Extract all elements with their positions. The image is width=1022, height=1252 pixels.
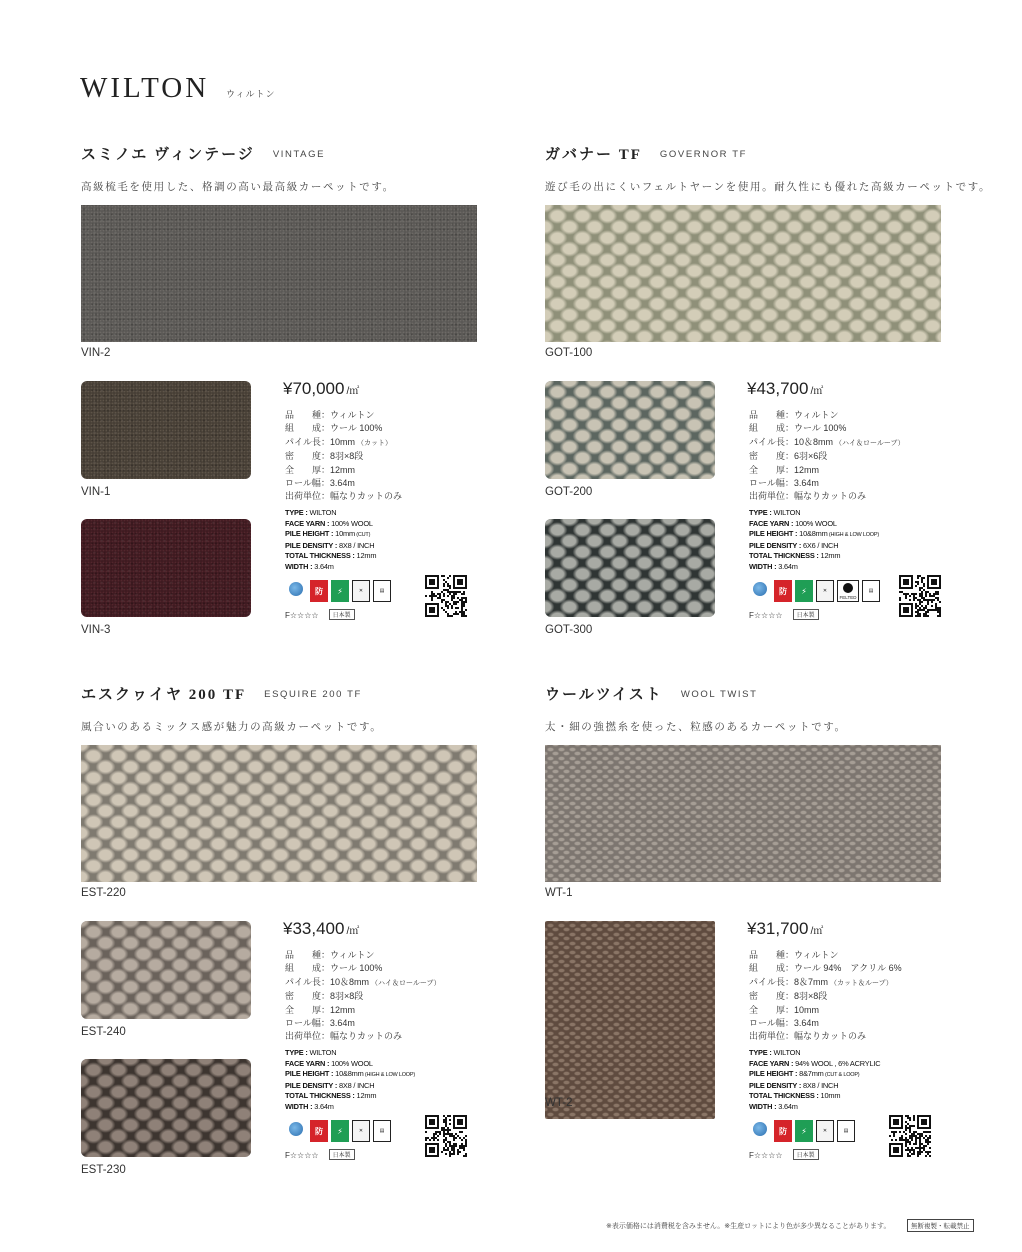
- spec-row-type_en: TYPE : WILTON: [285, 508, 337, 517]
- specs-en: [749, 508, 879, 573]
- qr-code-icon[interactable]: [425, 1115, 467, 1157]
- fstar-rating: F☆☆☆☆ 日本製: [749, 1149, 819, 1160]
- spec-row-density_en: PILE DENSITY : 8X8 / INCH: [285, 1080, 375, 1090]
- spec-row-thick_en: TOTAL THICKNESS : 10mm: [749, 1091, 841, 1101]
- spec-row-comp: 組 成：ウール 100%: [749, 423, 847, 434]
- specs-jp: [285, 949, 441, 1044]
- product-title: エスクヮイヤ 200 TF ESQUIRE 200 TF: [81, 687, 362, 703]
- spec-row-type_en: TYPE : WILTON: [749, 508, 801, 517]
- no-wash-icon: ✕: [816, 1120, 834, 1142]
- qr-code-icon[interactable]: [889, 1115, 931, 1157]
- spec-row-comp: 組 成：ウール 100%: [285, 963, 383, 974]
- swatch-code: VIN-2: [81, 347, 111, 359]
- spec-row-pile_en: PILE HEIGHT : 10&8mm (HIGH & LOW LOOP): [285, 1069, 415, 1079]
- spec-row-thick_en: TOTAL THICKNESS : 12mm: [749, 551, 841, 561]
- qr-code-icon[interactable]: [425, 575, 467, 617]
- spec-row-roll: ロール幅：3.64m: [285, 1018, 355, 1029]
- spec-row-type_en: TYPE : WILTON: [285, 1048, 337, 1057]
- product-wool-twist: [545, 683, 945, 1203]
- spec-row-comp: 組 成：ウール 100%: [285, 423, 383, 434]
- fstar-rating: F☆☆☆☆ 日本製: [749, 609, 819, 620]
- swatch-main[interactable]: [81, 745, 477, 882]
- specs-en: [285, 508, 376, 573]
- spec-row-pile: パイル長：10＆8mm （ハイ＆ロールーブ）: [285, 976, 441, 987]
- swatch-main[interactable]: [81, 205, 477, 342]
- product-description: 風合いのあるミックス感が魅力の高級カーペットです。: [81, 722, 383, 733]
- cert-icons: [285, 578, 391, 602]
- swatch-code: WT-1: [545, 887, 573, 899]
- spec-row-thick: 全 厚：12mm: [749, 464, 820, 475]
- eco-globe-icon: [749, 1120, 771, 1142]
- page-title: WILTON: [80, 72, 210, 104]
- specs-en: [749, 1048, 880, 1113]
- spec-row-comp: 組 成：ウール 94% アクリル 6%: [749, 963, 902, 974]
- spec-row-density_en: PILE DENSITY : 8X8 / INCH: [749, 1080, 839, 1090]
- specs-jp: [749, 409, 905, 504]
- product-description: 遊び毛の出にくいフェルトヤーンを使用。耐久性にも優れた高級カーペットです。: [545, 182, 992, 193]
- swatch-code: GOT-300: [545, 624, 593, 636]
- swatch-variant[interactable]: [545, 381, 715, 479]
- spec-row-thick: 全 厚：10mm: [749, 1004, 820, 1015]
- product-title: スミノエ ヴィンテージ VINTAGE: [81, 147, 326, 163]
- spec-row-width_en: WIDTH : 3.64m: [285, 1101, 334, 1111]
- fire-retardant-icon: 防: [774, 1120, 792, 1142]
- spec-row-face_en: FACE YARN : 100% WOOL: [285, 518, 373, 528]
- carpet-texture: [81, 921, 251, 1019]
- spec-row-type: 品 種：ウィルトン: [749, 950, 839, 960]
- no-wash-icon: ✕: [352, 1120, 370, 1142]
- qr-code-icon[interactable]: [899, 575, 941, 617]
- specs-jp: [285, 409, 402, 504]
- swatch-code: VIN-1: [81, 486, 111, 498]
- spec-row-type: 品 種：ウィルトン: [285, 950, 375, 960]
- spec-row-pile_en: PILE HEIGHT : 10&8mm (HIGH & LOW LOOP): [749, 529, 879, 539]
- antistatic-icon: ⚡: [331, 1120, 349, 1142]
- spec-row-density: 密 度：8羽×8段: [749, 991, 828, 1002]
- swatch-code: EST-230: [81, 1164, 126, 1176]
- ranking-icon: ▤: [373, 580, 391, 602]
- spec-row-pile: パイル長：8＆7mm （カット＆ループ）: [749, 976, 893, 987]
- swatch-main[interactable]: [545, 205, 941, 342]
- spec-row-roll: ロール幅：3.64m: [749, 1018, 819, 1029]
- price: ¥70,000 /㎡: [283, 379, 360, 398]
- product-description: 太・細の強撚糸を使った、粒感のあるカーペットです。: [545, 722, 847, 733]
- spec-row-roll: ロール幅：3.64m: [749, 478, 819, 489]
- swatch-code: WT-2: [545, 1097, 573, 1109]
- swatch-variant[interactable]: [545, 921, 715, 1119]
- spec-row-density: 密 度：8羽×8段: [285, 451, 364, 462]
- spec-row-density: 密 度：8羽×8段: [285, 991, 364, 1002]
- spec-row-ship: 出荷単位：幅なりカットのみ: [285, 1031, 402, 1042]
- carpet-texture: [545, 381, 715, 479]
- fstar-rating: F☆☆☆☆ 日本製: [285, 1149, 355, 1160]
- product-description: 高級梳毛を使用した、格調の高い最高級カーペットです。: [81, 182, 395, 193]
- price: ¥43,700 /㎡: [747, 379, 824, 398]
- no-wash-icon: ✕: [352, 580, 370, 602]
- spec-row-pile_en: PILE HEIGHT : 10mm (CUT): [285, 529, 371, 539]
- spec-row-type_en: TYPE : WILTON: [749, 1048, 801, 1057]
- fire-retardant-icon: 防: [774, 580, 792, 602]
- specs-jp: [749, 949, 902, 1044]
- spec-row-type: 品 種：ウィルトン: [749, 410, 839, 420]
- ranking-icon: ▤: [862, 580, 880, 602]
- product-vintage: [81, 143, 481, 663]
- carpet-texture: [545, 205, 941, 342]
- spec-row-ship: 出荷単位：幅なりカットのみ: [285, 491, 402, 502]
- spec-row-thick: 全 厚：12mm: [285, 464, 356, 475]
- swatch-variant[interactable]: [545, 519, 715, 617]
- spec-row-pile: パイル長：10mm （カット）: [285, 436, 392, 447]
- ranking-icon: ▤: [373, 1120, 391, 1142]
- swatch-code: GOT-100: [545, 347, 593, 359]
- spec-row-ship: 出荷単位：幅なりカットのみ: [749, 491, 866, 502]
- cert-icons: [285, 1118, 391, 1142]
- no-wash-icon: ✕: [816, 580, 834, 602]
- spec-row-density: 密 度：6羽×6段: [749, 451, 828, 462]
- swatch-code: GOT-200: [545, 486, 593, 498]
- spec-row-width_en: WIDTH : 3.64m: [749, 1101, 798, 1111]
- spec-row-face_en: FACE YARN : 94% WOOL , 6% ACRYLIC: [749, 1058, 881, 1068]
- spec-row-width_en: WIDTH : 3.64m: [285, 561, 334, 571]
- spec-row-thick: 全 厚：12mm: [285, 1004, 356, 1015]
- product-title: ガバナー TF GOVERNOR TF: [545, 147, 748, 163]
- spec-row-face_en: FACE YARN : 100% WOOL: [749, 518, 837, 528]
- eco-globe-icon: [285, 1120, 307, 1142]
- ranking-icon: ▤: [837, 1120, 855, 1142]
- fstar-rating: F☆☆☆☆ 日本製: [285, 609, 355, 620]
- spec-row-face_en: FACE YARN : 100% WOOL: [285, 1058, 373, 1068]
- fire-retardant-icon: 防: [310, 580, 328, 602]
- spec-row-thick_en: TOTAL THICKNESS : 12mm: [285, 1091, 377, 1101]
- fire-retardant-icon: 防: [310, 1120, 328, 1142]
- specs-en: [285, 1048, 415, 1113]
- swatch-variant[interactable]: [81, 519, 251, 617]
- antistatic-icon: ⚡: [795, 580, 813, 602]
- carpet-texture: [81, 1059, 251, 1157]
- price: ¥33,400 /㎡: [283, 919, 360, 938]
- product-title: ウールツイスト WOOL TWIST: [545, 687, 758, 703]
- spec-row-pile: パイル長：10＆8mm （ハイ＆ロールーブ）: [749, 436, 905, 447]
- spec-row-density_en: PILE DENSITY : 6X6 / INCH: [749, 540, 839, 550]
- product-esquire-200-tf: [81, 683, 481, 1203]
- spec-row-pile_en: PILE HEIGHT : 8&7mm (CUT & LOOP): [749, 1069, 860, 1079]
- antistatic-icon: ⚡: [795, 1120, 813, 1142]
- spec-row-type: 品 種：ウィルトン: [285, 410, 375, 420]
- footer-note: ※表示価格には消費税を含みません。※生産ロットにより色が多少異なることがあります。: [606, 1223, 891, 1230]
- antistatic-icon: ⚡: [331, 580, 349, 602]
- eco-globe-icon: [285, 580, 307, 602]
- spec-row-ship: 出荷単位：幅なりカットのみ: [749, 1031, 866, 1042]
- swatch-variant[interactable]: [81, 381, 251, 479]
- cert-icons: [749, 1118, 855, 1142]
- product-governor-tf: [545, 143, 992, 663]
- spec-row-width_en: WIDTH : 3.64m: [749, 561, 798, 571]
- spec-row-density_en: PILE DENSITY : 8X8 / INCH: [285, 540, 375, 550]
- swatch-variant[interactable]: [81, 921, 251, 1019]
- spec-row-roll: ロール幅：3.64m: [285, 478, 355, 489]
- swatch-code: EST-240: [81, 1026, 126, 1038]
- cert-icons: [749, 578, 880, 602]
- swatch-variant[interactable]: [81, 1059, 251, 1157]
- price: ¥31,700 /㎡: [747, 919, 824, 938]
- eco-globe-icon: [749, 580, 771, 602]
- copyright-badge: 無断複製・転載禁止: [907, 1219, 974, 1232]
- carpet-texture: [545, 519, 715, 617]
- page-subtitle: ウィルトン: [226, 89, 276, 99]
- swatch-code: EST-220: [81, 887, 126, 899]
- spec-row-thick_en: TOTAL THICKNESS : 12mm: [285, 551, 377, 561]
- swatch-code: VIN-3: [81, 624, 111, 636]
- swatch-main[interactable]: [545, 745, 941, 882]
- carpet-texture: [81, 745, 477, 882]
- felted-yarn-icon: FELTED: [837, 580, 859, 602]
